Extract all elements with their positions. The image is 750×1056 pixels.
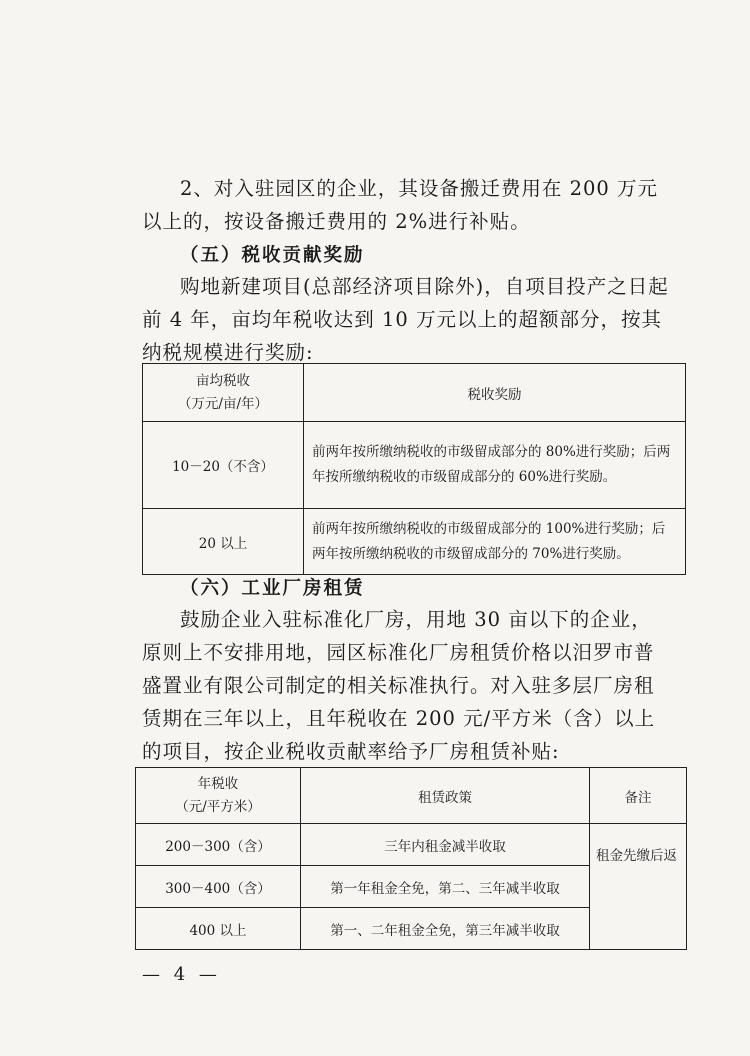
remarks-cell: 租金先缴后返 [590,824,687,950]
header-tax-per-mu: 亩均税收 （万元/亩/年） [143,364,304,422]
rental-policy-table [135,767,687,950]
paragraph-tax-reward: 购地新建项目(总部经济项目除外)，自项目投产之日起前 4 年，亩均年税收达到 10 万元以上的超额部分，按其纳税规模进行奖励: [142,275,669,364]
header-annual-tax: 年税收 （元/平方米） [136,768,301,824]
policy-cell: 三年内租金减半收取 [301,824,590,866]
tax-reward-table [142,363,686,575]
header-tax-reward: 税收奖励 [304,364,686,422]
heading-tax-contribution: （五）税收贡献奖励 [180,245,365,266]
table-header-row [136,768,687,824]
range-cell: 10－20（不含） [143,422,304,509]
reward-cell: 前两年按所缴纳税收的市级留成部分的 100%进行奖励；后两年按所缴纳税收的市级留成部分的 70%进行奖励。 [304,509,686,575]
range-cell: 20 以上 [143,509,304,575]
range-cell: 200－300（含） [136,824,301,866]
reward-cell: 前两年按所缴纳税收的市级留成部分的 80%进行奖励；后两年按所缴纳税收的市级留成部分的 60%进行奖励。 [304,422,686,509]
table-header-row [143,364,686,422]
table-row [143,509,686,575]
policy-cell: 第一年租金全免，第二、三年减半收取 [301,866,590,908]
table-row [143,422,686,509]
header-rental-policy: 租赁政策 [301,768,590,824]
page-number: — 4 — [142,964,221,985]
paragraph-factory-rental: 鼓励企业入驻标准化厂房，用地 30 亩以下的企业，原则上不安排用地，园区标准化厂房租赁价格以汨罗市普盛置业有限公司制定的相关标准执行。对入驻多层厂房租赁期在三年以上，且年税收在 200 元/平方米（含）以上的项目，按企业税收贡献率给予厂房租赁补贴: [142,608,656,763]
policy-cell: 第一、二年租金全免，第三年减半收取 [301,908,590,950]
header-remarks: 备注 [590,768,687,824]
paragraph-relocation-subsidy: 2、对入驻园区的企业，其设备搬迁费用在 200 万元以上的，按设备搬迁费用的 2%进行补贴。 [142,177,659,233]
table-row [136,824,687,866]
range-cell: 300－400（含） [136,866,301,908]
range-cell: 400 以上 [136,908,301,950]
heading-factory-rental: （六）工业厂房租赁 [180,578,365,599]
